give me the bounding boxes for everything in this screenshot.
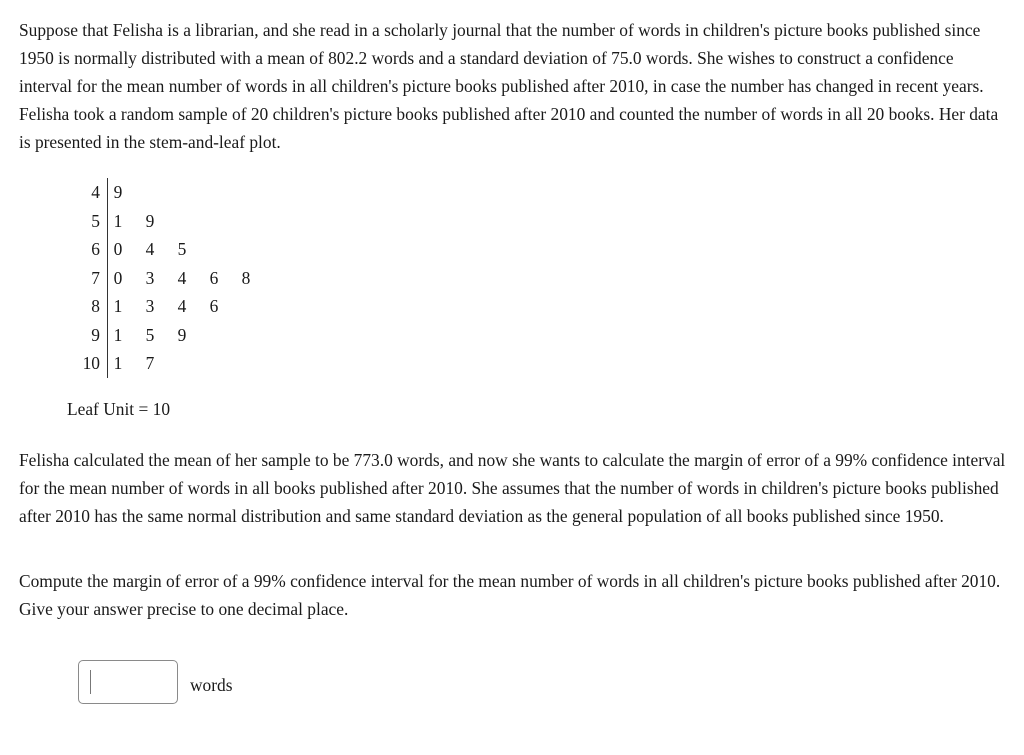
stem-value: 7 bbox=[91, 267, 100, 288]
leaf-value: 5 bbox=[177, 239, 187, 259]
leaf-value: 1 bbox=[113, 324, 123, 345]
leaf-value: 3 bbox=[145, 296, 155, 316]
leaf-value: 5 bbox=[145, 324, 155, 345]
leaf-value: 4 bbox=[177, 296, 187, 316]
leaf-unit-label: Leaf Unit = 10 bbox=[67, 399, 171, 419]
stem-value: 8 bbox=[91, 296, 100, 316]
problem-context: Felisha calculated the mean of her sample to be 773.0 words, and now she wants to calculate the margin of error of a 99% confidence interval for the mean number of words in all books published after 2010. She assumes that the number of words in children's picture books published after 2010 has the same normal distribution and same standard deviation as the general population of all books published since 1950. bbox=[19, 450, 1006, 526]
stem-value: 6 bbox=[91, 239, 100, 259]
leaf-value: 4 bbox=[145, 239, 155, 259]
leaf-value: 7 bbox=[145, 353, 155, 373]
leaf-value: 6 bbox=[209, 267, 219, 288]
leaf-value: 9 bbox=[145, 210, 155, 231]
stem-value: 9 bbox=[91, 324, 100, 345]
answer-unit-label: words bbox=[190, 675, 233, 695]
stem-value: 10 bbox=[82, 353, 100, 373]
answer-input[interactable] bbox=[78, 660, 178, 704]
leaf-value: 9 bbox=[113, 182, 123, 202]
leaf-value: 1 bbox=[113, 210, 123, 231]
leaf-value: 0 bbox=[113, 239, 123, 259]
leaf-value: 1 bbox=[113, 353, 123, 373]
problem-question: Compute the margin of error of a 99% confidence interval for the mean number of words in all children's picture books published after 2010. Give your answer precise to one decimal place. bbox=[19, 571, 1001, 619]
leaf-value: 8 bbox=[241, 267, 251, 288]
text-cursor bbox=[90, 670, 91, 694]
leaf-value: 4 bbox=[177, 267, 187, 288]
problem-intro: Suppose that Felisha is a librarian, and she read in a scholarly journal that the number of words in children's picture books published since 1950 is normally distributed with a mean of 802.2 words and a standard deviation of 75.0 words. She wishes to construct a confidence interval for the mean number of words in all children's picture books published after 2010, in case the number has changed in recent years. Felisha took a random sample of 20 children's picture books published after 2010 and counted the number of words in all 20 books. Her data is presented in the stem-and-leaf plot. bbox=[19, 20, 999, 152]
leaf-value: 9 bbox=[177, 324, 187, 345]
stem-value: 4 bbox=[91, 182, 100, 202]
stem-value: 5 bbox=[91, 210, 100, 231]
leaf-value: 3 bbox=[145, 267, 155, 288]
leaf-value: 0 bbox=[113, 267, 123, 288]
leaf-value: 1 bbox=[113, 296, 123, 316]
leaf-value: 6 bbox=[209, 296, 219, 316]
